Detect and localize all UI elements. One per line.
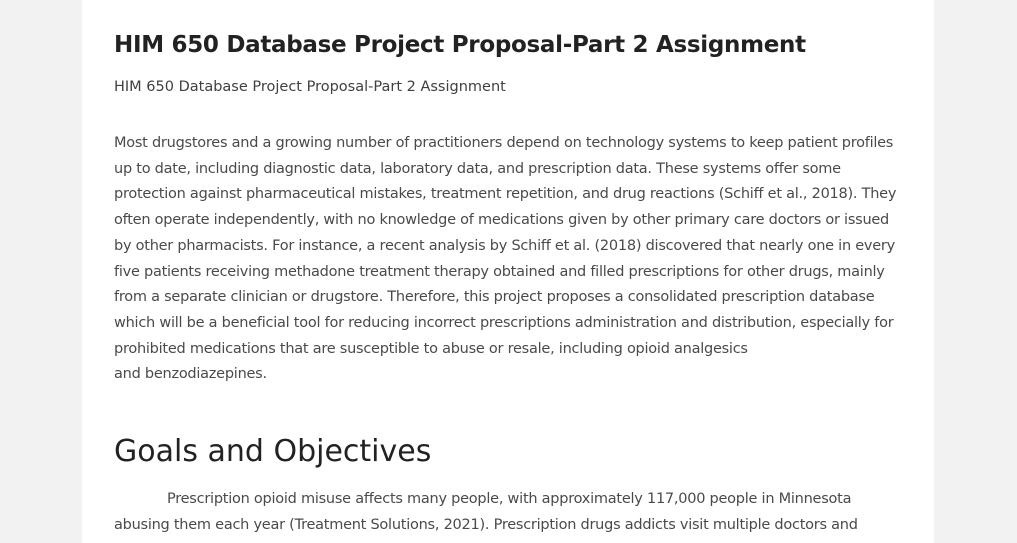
paragraph-line: by other pharmacists. For instance, a recent analysis by Schiff et al. (2018) discovered that nearly one in every <box>114 237 895 254</box>
paragraph-line: and benzodiazepines. <box>114 366 267 383</box>
paragraph-line: often operate independently, with no knowledge of medications given by other primary care doctors or issued <box>114 212 890 229</box>
article-page <box>82 0 934 543</box>
paragraph-line: Most drugstores and a growing number of practitioners depend on technology systems to keep patient profiles <box>114 135 894 151</box>
page-subtitle: HIM 650 Database Project Proposal-Part 2 Assignment <box>114 79 506 95</box>
paragraph-line: five patients receiving methadone treatment therapy obtained and filled prescriptions for other drugs, mainly <box>114 263 885 280</box>
paragraph-line: Prescription opioid misuse affects many people, with approximately 117,000 people in Minnesota <box>167 491 852 507</box>
goals-paragraph <box>114 487 906 538</box>
paragraph-line: up to date, including diagnostic data, laboratory data, and prescription data. These systems offer some <box>114 160 841 177</box>
intro-paragraph <box>114 131 906 388</box>
page-title: HIM 650 Database Project Proposal-Part 2 Assignment <box>114 32 806 58</box>
paragraph-line: which will be a beneficial tool for reducing incorrect prescriptions administration and distribution, especially for <box>114 314 894 331</box>
section-heading-goals: Goals and Objectives <box>114 434 432 469</box>
paragraph-line: abusing them each year (Treatment Solutions, 2021). Prescription drugs addicts visit multiple doctors and <box>114 516 858 533</box>
paragraph-line: protection against pharmaceutical mistakes, treatment repetition, and drug reactions (Schiff et al., 2018). They <box>114 186 897 203</box>
paragraph-line: from a separate clinician or drugstore. Therefore, this project proposes a consolidated prescription database <box>114 289 875 306</box>
paragraph-line: prohibited medications that are susceptible to abuse or resale, including opioid analgesics <box>114 340 748 357</box>
